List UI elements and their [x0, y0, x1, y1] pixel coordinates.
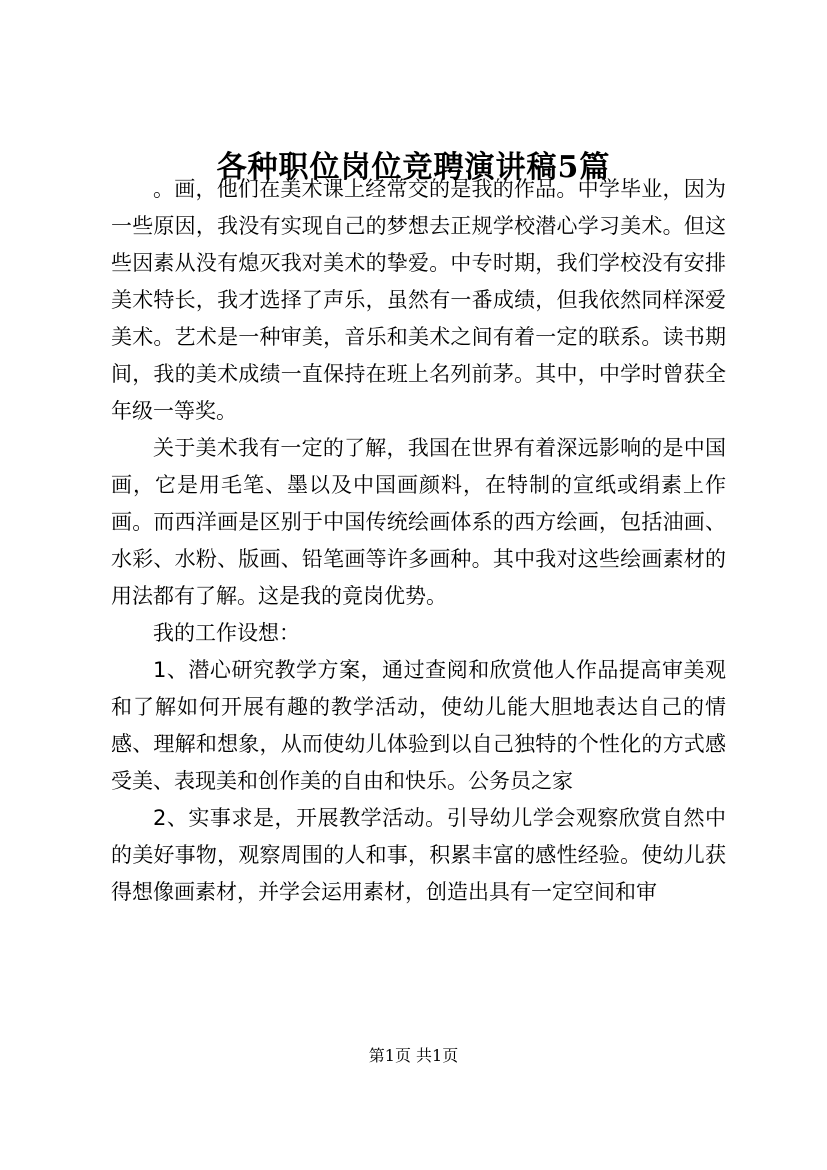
- paragraph-3: 我的工作设想：: [153, 621, 300, 645]
- paragraph-4: 1、潜心研究教学方案，通过查阅和欣赏他人作品提高审美观和了解如何开展有趣的教学活动，使幼儿能大胆地表达自己的情感、理解和想象，从而使幼儿体验到以自己独特的个性化的方式感受美、表现美和创作美的自由和快乐。公务员之家: [111, 658, 726, 793]
- document-title: 各种职位岗位竞聘演讲稿5篇: [216, 150, 611, 185]
- paragraph-1: 。画，他们在美术课上经常交的是我的作品。中学毕业，因为一些原因，我没有实现自己的梦想去正规学校潜心学习美术。但这些因素从没有熄灭我对美术的挚爱。中专时期，我们学校没有安排美术特长，我才选择了声乐，虽然有一番成绩，但我依然同样深爱美术。艺术是一种审美，音乐和美术之间有着一定的联系。读书期间，我的美术成绩一直保持在班上名列前茅。其中，中学时曾获全年级一等奖。: [111, 177, 726, 423]
- document-body: [111, 171, 726, 911]
- paragraph-5: 2、实事求是，开展教学活动。引导幼儿学会观察欣赏自然中的美好事物，观察周围的人和事，积累丰富的感性经验。使幼儿获得想像画素材，并学会运用素材，创造出具有一定空间和审: [111, 806, 726, 904]
- paragraph-2: 关于美术我有一定的了解，我国在世界有着深远影响的是中国画，它是用毛笔、墨以及中国画颜料，在特制的宣纸或绢素上作画。而西洋画是区别于中国传统绘画体系的西方绘画，包括油画、水彩、水粉、版画、铅笔画等许多画种。其中我对这些绘画素材的用法都有了解。这是我的竟岗优势。: [111, 436, 726, 608]
- page-footer: 第1页 共1页: [368, 1046, 459, 1065]
